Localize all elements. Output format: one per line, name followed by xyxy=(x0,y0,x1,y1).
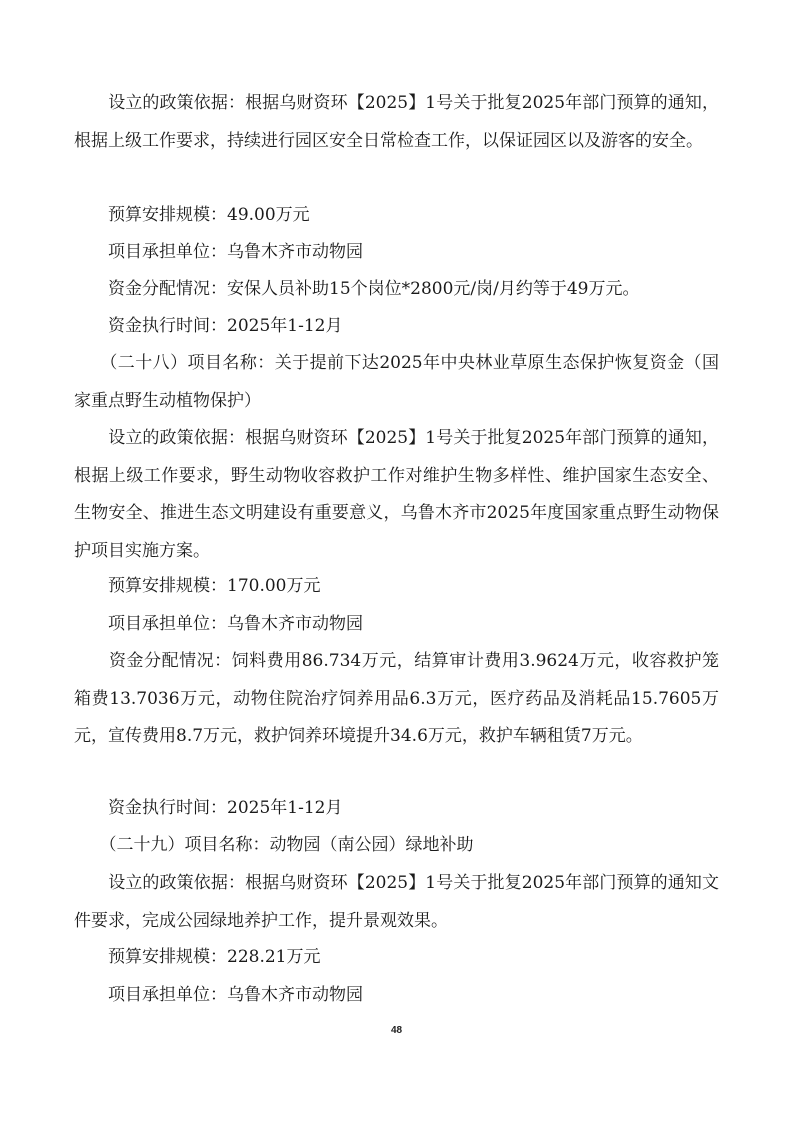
project-28-execution-time: 资金执行时间：2025年1-12月 xyxy=(74,798,343,818)
project-29-undertaking-unit: 项目承担单位：乌鲁木齐市动物园 xyxy=(74,985,363,1005)
project-28-policy-basis: 设立的政策依据：根据乌财资环【2025】1号关于批复2025年部门预算的通知，根据上级工作要求，野生动物收容救护工作对维护生物多样性、维护国家生态安全、生物安全、推进生态文明建设有重要意义，乌鲁木齐市2025年度国家重点野生动物保护项目实施方案。 xyxy=(74,428,719,561)
policy-basis-paragraph: 设立的政策依据：根据乌财资环【2025】1号关于批复2025年部门预算的通知，根据上级工作要求，持续进行园区安全日常检查工作，以保证园区以及游客的安全。 xyxy=(74,93,719,151)
project-28-undertaking-unit: 项目承担单位：乌鲁木齐市动物园 xyxy=(74,614,363,634)
undertaking-unit-line: 项目承担单位：乌鲁木齐市动物园 xyxy=(74,242,363,262)
project-29-policy-basis: 设立的政策依据：根据乌财资环【2025】1号关于批复2025年部门预算的通知文件要求，完成公园绿地养护工作，提升景观效果。 xyxy=(74,873,719,931)
fund-allocation-line: 资金分配情况：安保人员补助15个岗位*2800元/岗/月约等于49万元。 xyxy=(74,279,640,299)
project-29-heading: （二十九）项目名称：动物园（南公园）绿地补助 xyxy=(74,835,474,855)
page-number: 48 xyxy=(390,1025,403,1036)
budget-scale-line: 预算安排规模：49.00万元 xyxy=(74,205,310,225)
execution-time-line: 资金执行时间：2025年1-12月 xyxy=(74,316,343,336)
project-28-heading: （二十八）项目名称：关于提前下达2025年中央林业草原生态保护恢复资金（国家重点野生动植物保护） xyxy=(74,353,719,411)
project-28-budget-scale: 预算安排规模：170.00万元 xyxy=(74,576,321,596)
project-29-budget-scale: 预算安排规模：228.21万元 xyxy=(74,947,321,967)
project-28-fund-allocation: 资金分配情况：饲料费用86.734万元，结算审计费用3.9624万元，收容救护笼箱费13.7036万元，动物住院治疗饲养用品6.3万元，医疗药品及消耗品15.7605万元，宣传费用8.7万元，救护饲养环境提升34.6万元，救护车辆租赁7万元。 xyxy=(74,651,719,746)
